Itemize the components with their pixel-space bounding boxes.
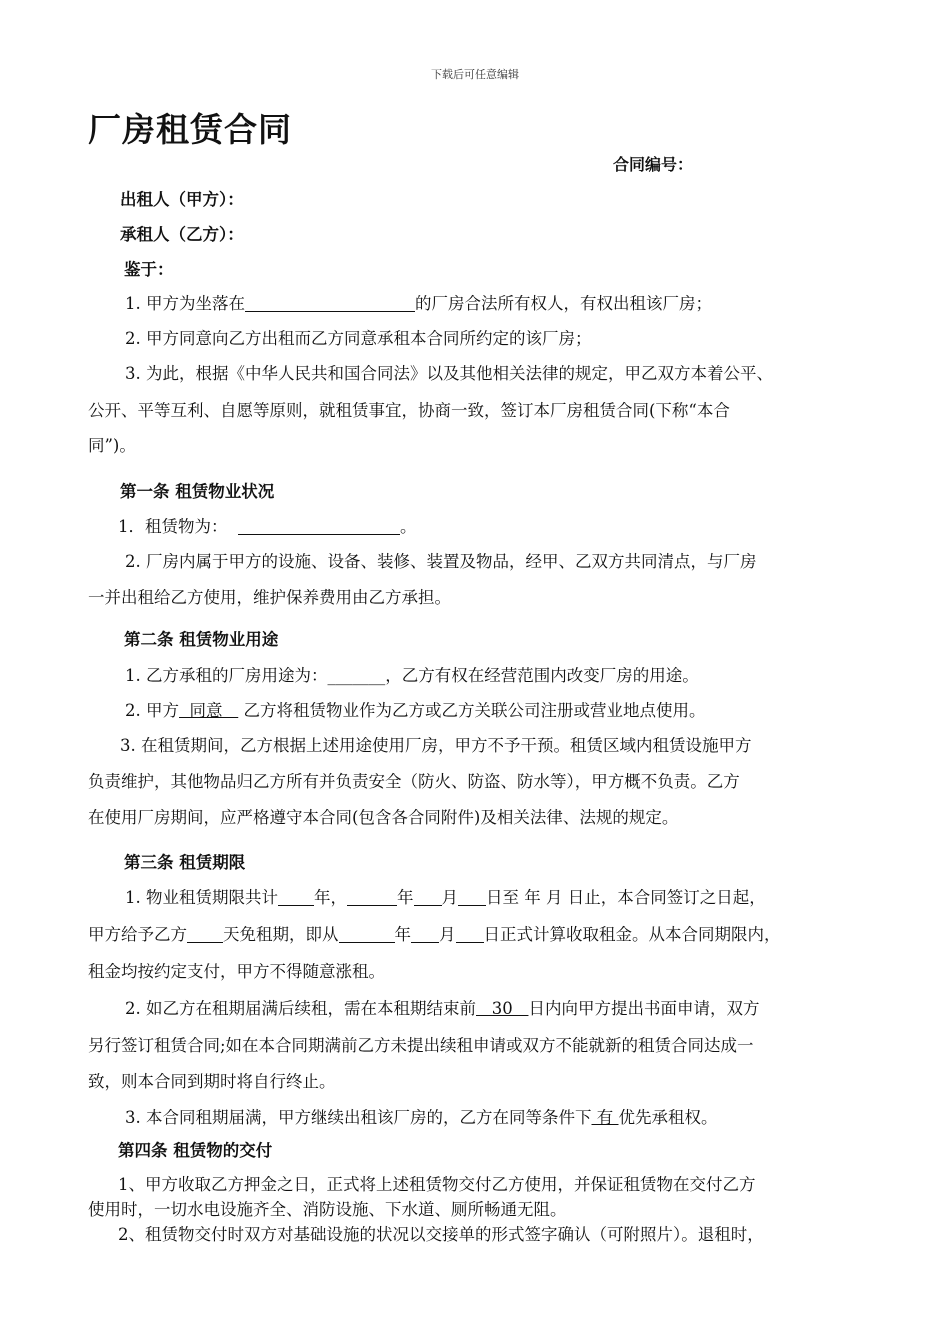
article-2-para-1-text-b: ，乙方有权在经营范围内改变厂房的用途。 <box>385 666 699 685</box>
whereas-item-1-text-b: 的厂房合法所有权人，有权出租该厂房； <box>415 294 712 313</box>
article-3-para-3-text-b: 优先承租权。 <box>618 1108 718 1127</box>
article-3-text-i: 月 <box>439 925 456 944</box>
article-2-para-2-text-a: 2. 甲方 <box>125 701 179 720</box>
article-1-heading: 第一条 租赁物业状况 <box>120 482 275 501</box>
contract-number-label: 合同编号： <box>613 155 694 174</box>
whereas-item-1-text-a: 1. 甲方为坐落在 <box>125 294 245 313</box>
article-2-para-3-line-2: 负责维护，其他物品归乙方所有并负责安全（防火、防盗、防水等），甲方概不负责。乙方 <box>88 772 740 791</box>
article-3-para-2-line-1 <box>125 995 925 1019</box>
whereas-item-2: 2. 甲方同意向乙方出租而乙方同意承租本合同所约定的该厂房； <box>125 329 592 348</box>
article-3-text-g: 天免租期，即从 <box>223 925 339 944</box>
priority-fill: 有 <box>591 1108 619 1127</box>
article-2-para-3-line-3: 在使用厂房期间，应严格遵守本合同(包含各合同附件)及相关法律、法规的规定。 <box>88 808 679 827</box>
article-4-para-1-line-2: 使用时，一切水电设施齐全、消防设施、下水道、厕所畅通无阻。 <box>88 1200 567 1219</box>
article-3-text-j: 日正式计算收取租金。从本合同期限内， <box>483 925 781 944</box>
rent-free-days-blank <box>187 926 223 943</box>
header-note: 下载后可任意编辑 <box>431 68 519 81</box>
article-3-para-1-line-3: 租金均按约定支付，甲方不得随意涨租。 <box>88 962 385 981</box>
article-3-para-2-line-2: 另行签订租赁合同;如在本合同期满前乙方未提出续租申请或双方不能就新的租赁合同达成一 <box>88 1036 754 1055</box>
article-3-text-f: 甲方给予乙方 <box>88 925 187 944</box>
start-day-blank <box>458 889 486 906</box>
article-1-para-1-text-a: 1．租赁物为： <box>118 517 228 536</box>
article-3-para-3 <box>125 1104 925 1128</box>
term-years-blank <box>278 889 314 906</box>
article-2-para-1 <box>125 662 925 686</box>
rent-start-month-blank <box>411 926 439 943</box>
renewal-days-fill: 30 <box>476 999 529 1018</box>
article-4-para-1-line-1: 1、甲方收取乙方押金之日，正式将上述租赁物交付乙方使用，并保证租赁物在交付乙方 <box>118 1175 756 1194</box>
whereas-item-3-line-3: 同”)。 <box>88 436 136 455</box>
usage-blank: _______ <box>327 666 386 685</box>
article-1-para-2-line-1: 2. 厂房内属于甲方的设施、设备、装修、装置及物品，经甲、乙双方共同清点，与厂房 <box>125 552 757 571</box>
whereas-label: 鉴于： <box>124 260 174 279</box>
article-3-text-e: 日至 年 月 日止，本合同签订之日起， <box>486 888 766 907</box>
rent-start-year-blank <box>339 926 395 943</box>
article-1-para-1-text-b: 。 <box>400 517 417 536</box>
consent-fill: 同意 <box>179 701 239 720</box>
article-3-para-2-line-3: 致，则本合同到期时将自行终止。 <box>88 1072 336 1091</box>
lessee-label: 承租人（乙方）： <box>120 225 244 244</box>
start-month-blank <box>414 889 442 906</box>
article-1-para-2-line-2: 一并出租给乙方使用，维护保养费用由乙方承担。 <box>88 588 451 607</box>
article-3-text-c: 年 <box>397 888 414 907</box>
document-title: 厂房租赁合同 <box>88 110 292 149</box>
whereas-item-3-line-2: 公开、平等互利、自愿等原则，就租赁事宜，协商一致，签订本厂房租赁合同(下称“本合 <box>88 401 730 420</box>
lessor-label: 出租人（甲方）： <box>120 190 244 209</box>
article-4-heading: 第四条 租赁物的交付 <box>118 1141 273 1160</box>
article-1-para-1 <box>118 513 918 537</box>
article-3-para-3-text-a: 3. 本合同租期届满，甲方继续出租该厂房的，乙方在同等条件下 <box>125 1108 592 1127</box>
article-3-para-1-line-1 <box>125 884 925 908</box>
article-3-para-2-text-b: 日内向甲方提出书面申请，双方 <box>528 999 760 1018</box>
article-2-para-2 <box>125 697 925 721</box>
article-2-para-3-line-1: 3. 在租赁期间，乙方根据上述用途使用厂房，甲方不予干预。租赁区域内租赁设施甲方 <box>120 736 752 755</box>
location-blank <box>245 295 415 312</box>
article-3-text-a: 1. 物业租赁期限共计 <box>125 888 278 907</box>
article-2-heading: 第二条 租赁物业用途 <box>124 630 279 649</box>
article-4-para-2-line-1: 2、租赁物交付时双方对基础设施的状况以交接单的形式签字确认（可附照片）。退租时， <box>118 1225 764 1244</box>
rent-start-day-blank <box>456 926 484 943</box>
article-3-para-1-line-2 <box>88 921 888 945</box>
leased-property-blank <box>238 518 400 535</box>
start-year-blank <box>347 889 397 906</box>
article-3-text-h: 年 <box>394 925 411 944</box>
article-3-para-2-text-a: 2. 如乙方在租期届满后续租，需在本租期结束前 <box>125 999 476 1018</box>
article-3-text-d: 月 <box>441 888 458 907</box>
article-3-heading: 第三条 租赁期限 <box>124 853 246 872</box>
article-3-text-b: 年， <box>314 888 347 907</box>
article-2-para-1-text-a: 1. 乙方承租的厂房用途为： <box>125 666 328 685</box>
whereas-item-1 <box>125 290 925 314</box>
whereas-item-3-line-1: 3. 为此，根据《中华人民共和国合同法》以及其他相关法律的规定，甲乙双方本着公平、 <box>125 364 773 383</box>
article-2-para-2-text-b: 乙方将租赁物业作为乙方或乙方关联公司注册或营业地点使用。 <box>238 701 706 720</box>
